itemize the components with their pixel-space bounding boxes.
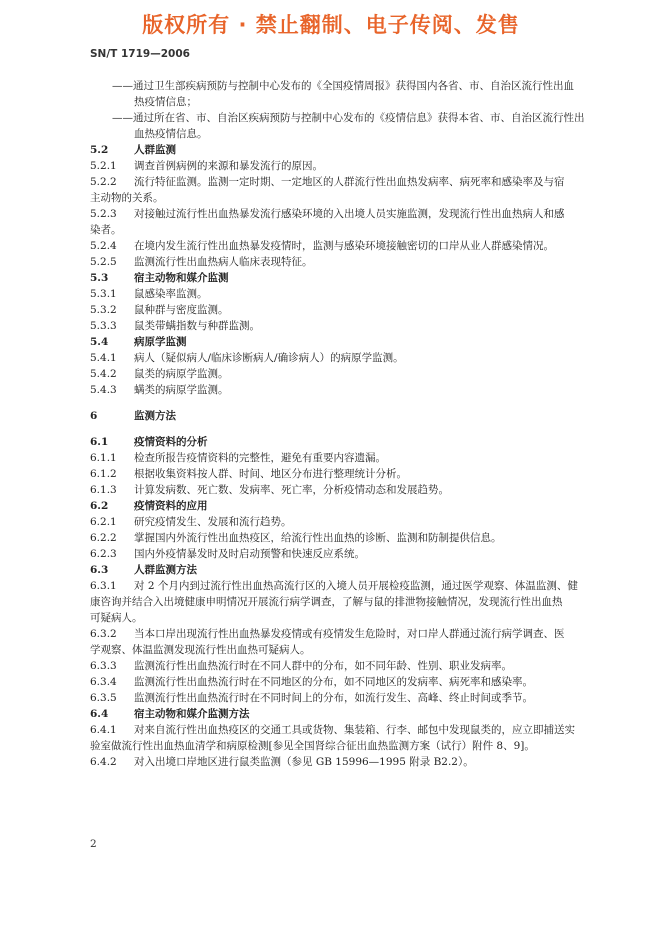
- section-heading: [90, 142, 610, 158]
- clause-number: 6.3.1: [90, 580, 117, 592]
- clause-line: [90, 466, 610, 482]
- clause-number: 5.2.4: [90, 240, 117, 252]
- page-number: 2: [90, 838, 97, 850]
- section-heading: [90, 334, 610, 350]
- clause-number: 5.2.3: [90, 208, 117, 220]
- clause-line: [90, 350, 610, 366]
- clause-number: 5.2.1: [90, 160, 117, 172]
- clause-number: 6.1: [90, 436, 109, 448]
- clause-text: 宿主动物和媒介监测: [134, 272, 229, 284]
- clause-number: 5.4.2: [90, 368, 117, 380]
- clause-line: [90, 546, 610, 562]
- clause-text: 病原学监测: [134, 336, 187, 348]
- clause-number: 6.3: [90, 564, 109, 576]
- clause-line: [90, 158, 610, 174]
- clause-number: 5.4.3: [90, 384, 117, 396]
- clause-text: 监测流行性出血热流行时在不同人群中的分布，如不同年龄、性别、职业发病率。: [134, 660, 512, 672]
- section-heading: [90, 562, 610, 578]
- clause-line: [90, 754, 610, 770]
- clause-text: 鼠感染率监测。: [134, 288, 208, 300]
- clause-continuation: [90, 738, 610, 754]
- clause-continuation: [90, 594, 610, 610]
- clause-line: [90, 382, 610, 398]
- section-heading: [90, 408, 610, 424]
- clause-number: 6.2.2: [90, 532, 117, 544]
- section-heading: [90, 706, 610, 722]
- clause-text: ——通过卫生部疾病预防与控制中心发布的《全国疫情周报》获得国内各省、市、自治区流行性出血: [112, 80, 574, 92]
- clause-number: 6.3.2: [90, 628, 117, 640]
- section-gap: [90, 424, 610, 434]
- clause-text: 研究疫情发生、发展和流行趋势。: [134, 516, 292, 528]
- clause-line: [90, 690, 610, 706]
- clause-number: 6: [90, 410, 98, 422]
- clause-number: 6.3.4: [90, 676, 117, 688]
- clause-text: 主动物的关系。: [90, 192, 164, 204]
- clause-text: 对接触过流行性出血热暴发流行感染环境的入出境人员实施监测，发现流行性出血热病人和感: [134, 208, 565, 220]
- clause-line: [90, 450, 610, 466]
- clause-number: 6.1.1: [90, 452, 117, 464]
- document-body: [90, 78, 610, 770]
- clause-text: 对来自流行性出血热疫区的交通工具或货物、集装箱、行李、邮包中发现鼠类的，应立即捕送实: [134, 724, 575, 736]
- clause-number: 6.4.2: [90, 756, 117, 768]
- clause-number: 6.2.1: [90, 516, 117, 528]
- clause-text: 调查首例病例的来源和暴发流行的原因。: [134, 160, 323, 172]
- clause-text: 国内外疫情暴发时及时启动预警和快速反应系统。: [134, 548, 365, 560]
- clause-text: 在境内发生流行性出血热暴发疫情时，监测与感染环境接触密切的口岸从业人群感染情况。: [134, 240, 554, 252]
- clause-line: [90, 238, 610, 254]
- clause-text: 热疫情信息；: [134, 96, 197, 108]
- clause-text: 染者。: [90, 224, 122, 236]
- clause-number: 6.3.5: [90, 692, 117, 704]
- clause-number: 5.2.5: [90, 256, 117, 268]
- clause-line: [90, 578, 610, 594]
- clause-line: [90, 530, 610, 546]
- clause-text: 康咨询并结合入出境健康申明情况开展流行病学调查，了解与鼠的排泄物接触情况，发现流行性出血热: [90, 596, 563, 608]
- clause-number: 6.4: [90, 708, 109, 720]
- clause-line: [90, 674, 610, 690]
- clause-text: 计算发病数、死亡数、发病率、死亡率，分析疫情动态和发展趋势。: [134, 484, 449, 496]
- clause-line: [90, 254, 610, 270]
- clause-line: [90, 174, 610, 190]
- clause-number: 5.4: [90, 336, 109, 348]
- clause-text: 病人（疑似病人/临床诊断病人/确诊病人）的病原学监测。: [134, 352, 404, 364]
- clause-text: 掌握国内外流行性出血热疫区，给流行性出血热的诊断、监测和防制提供信息。: [134, 532, 502, 544]
- clause-text: ——通过所在省、市、自治区疾病预防与控制中心发布的《疫情信息》获得本省、市、自治区流行性出: [112, 112, 585, 124]
- section-heading: [90, 434, 610, 450]
- clause-number: 6.2: [90, 500, 109, 512]
- clause-continuation: [90, 222, 610, 238]
- dash-list-continuation: [90, 94, 610, 110]
- section-heading: [90, 498, 610, 514]
- clause-number: 5.3: [90, 272, 109, 284]
- clause-line: [90, 206, 610, 222]
- standard-number: SN/T 1719—2006: [90, 48, 190, 60]
- clause-text: 监测流行性出血热流行时在不同时间上的分布，如流行发生、高峰、终止时间或季节。: [134, 692, 533, 704]
- clause-text: 鼠类带螨指数与种群监测。: [134, 320, 260, 332]
- dash-list-item: [90, 110, 610, 126]
- clause-line: [90, 626, 610, 642]
- dash-list-item: [90, 78, 610, 94]
- clause-number: 6.4.1: [90, 724, 117, 736]
- clause-text: 对 2 个月内到过流行性出血热高流行区的入境人员开展检疫监测，通过医学观察、体温监测、健: [134, 580, 578, 592]
- clause-text: 鼠类的病原学监测。: [134, 368, 229, 380]
- clause-text: 螨类的病原学监测。: [134, 384, 229, 396]
- clause-number: 6.3.3: [90, 660, 117, 672]
- clause-text: 血热疫情信息。: [134, 128, 208, 140]
- clause-text: 疫情资料的分析: [134, 436, 208, 448]
- clause-text: 学观察、体温监测发现流行性出血热可疑病人。: [90, 644, 311, 656]
- clause-number: 6.1.3: [90, 484, 117, 496]
- clause-number: 6.1.2: [90, 468, 117, 480]
- clause-number: 5.2.2: [90, 176, 117, 188]
- clause-text: 监测流行性出血热流行时在不同地区的分布，如不同地区的发病率、病死率和感染率。: [134, 676, 533, 688]
- clause-number: 5.3.3: [90, 320, 117, 332]
- clause-line: [90, 482, 610, 498]
- clause-number: 5.2: [90, 144, 109, 156]
- clause-text: 可疑病人。: [90, 612, 143, 624]
- clause-line: [90, 286, 610, 302]
- clause-text: 根据收集资料按人群、时间、地区分布进行整理统计分析。: [134, 468, 407, 480]
- clause-line: [90, 366, 610, 382]
- clause-text: 监测方法: [134, 410, 176, 422]
- clause-line: [90, 302, 610, 318]
- clause-text: 监测流行性出血热病人临床表现特征。: [134, 256, 313, 268]
- clause-continuation: [90, 190, 610, 206]
- clause-number: 5.3.2: [90, 304, 117, 316]
- dash-list-continuation: [90, 126, 610, 142]
- clause-text: 人群监测方法: [134, 564, 197, 576]
- clause-line: [90, 318, 610, 334]
- clause-number: 6.2.3: [90, 548, 117, 560]
- clause-text: 人群监测: [134, 144, 176, 156]
- clause-line: [90, 722, 610, 738]
- clause-text: 疫情资料的应用: [134, 500, 208, 512]
- copyright-watermark: 版权所有 · 禁止翻制、电子传阅、发售: [142, 13, 520, 37]
- clause-continuation: [90, 642, 610, 658]
- clause-text: 宿主动物和媒介监测方法: [134, 708, 250, 720]
- clause-text: 验室做流行性出血热血清学和病原检测[参见全国肾综合征出血热监测方案（试行）附件 8、9]。: [90, 740, 535, 752]
- clause-text: 检查所报告疫情资料的完整性，避免有重要内容遗漏。: [134, 452, 386, 464]
- clause-number: 5.3.1: [90, 288, 117, 300]
- clause-text: 鼠种群与密度监测。: [134, 304, 229, 316]
- section-heading: [90, 270, 610, 286]
- clause-text: 流行特征监测。监测一定时期、一定地区的人群流行性出血热发病率、病死率和感染率及与宿: [134, 176, 565, 188]
- section-gap: [90, 398, 610, 408]
- clause-number: 5.4.1: [90, 352, 117, 364]
- clause-line: [90, 658, 610, 674]
- clause-text: 对入出境口岸地区进行鼠类监测（参见 GB 15996—1995 附录 B2.2）。: [134, 756, 474, 768]
- clause-line: [90, 514, 610, 530]
- clause-continuation: [90, 610, 610, 626]
- clause-text: 当本口岸出现流行性出血热暴发疫情或有疫情发生危险时，对口岸人群通过流行病学调查、医: [134, 628, 565, 640]
